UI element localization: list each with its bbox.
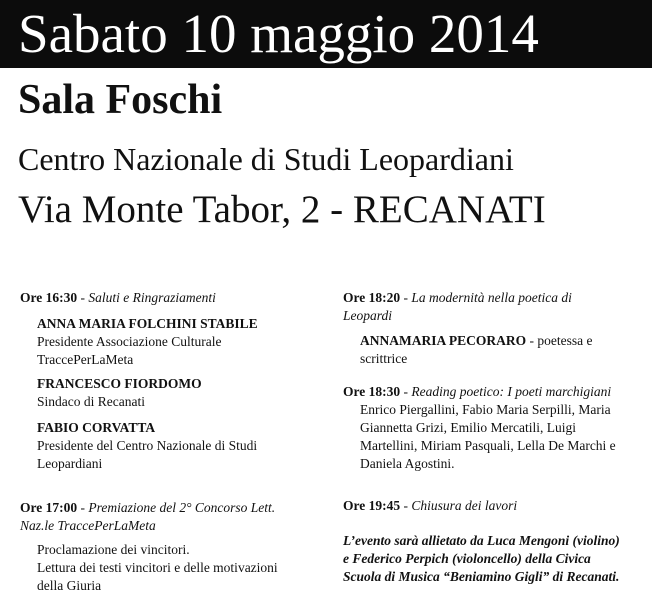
separator: -	[400, 384, 412, 399]
session-desc: Proclamazione dei vincitori.	[37, 542, 190, 557]
session-time: Ore 17:00	[20, 500, 78, 515]
session-time: Ore 18:30	[343, 384, 401, 399]
session-5-heading	[343, 497, 517, 515]
session-title-cont: Naz.le TraccePerLaMeta	[20, 518, 156, 533]
separator: -	[77, 290, 89, 305]
session-2-heading	[20, 499, 275, 517]
speaker-name: FRANCESCO FIORDOMO	[37, 376, 202, 391]
session-1-heading	[20, 289, 216, 307]
speaker-name: ANNA MARIA FOLCHINI STABILE	[37, 316, 258, 331]
separator: -	[526, 333, 538, 348]
session-title: La modernità nella poetica di	[411, 290, 572, 305]
speaker-role: poetessa e	[537, 333, 593, 348]
speaker-name: FABIO CORVATTA	[37, 420, 156, 435]
venue-title: Sala Foschi	[18, 77, 223, 123]
separator: -	[400, 290, 412, 305]
session-desc: Lettura dei testi vincitori e delle motivazioni	[37, 560, 278, 575]
session-time: Ore 16:30	[20, 290, 78, 305]
speaker-role: Sindaco di Recanati	[37, 394, 145, 409]
event-date: Sabato 10 maggio 2014	[18, 3, 539, 64]
speaker-line	[360, 332, 592, 350]
session-title: Reading poetico: I poeti marchigiani	[411, 384, 612, 399]
session-title: Premiazione del 2° Concorso Lett.	[88, 500, 276, 515]
poets-list: Daniela Agostini.	[360, 456, 455, 471]
music-note: Scuola di Musica “Beniamino Gigli” di Recanati.	[343, 569, 620, 584]
session-time: Ore 19:45	[343, 498, 401, 513]
poets-list: Enrico Piergallini, Fabio Maria Serpilli, Maria	[360, 402, 611, 417]
session-3-heading	[343, 289, 572, 307]
session-title: Chiusura dei lavori	[411, 498, 518, 513]
poets-list: Giannetta Grizi, Emilio Mercatili, Luigi	[360, 420, 576, 435]
session-title-cont: Leopardi	[343, 308, 393, 323]
poets-list: Martellini, Miriam Pasquali, Lella De Marchi e	[360, 438, 616, 453]
music-note: L’evento sarà allietato da Luca Mengoni (violino)	[343, 533, 620, 548]
separator: -	[400, 498, 412, 513]
session-4-heading	[343, 383, 611, 401]
speaker-role: Presidente Associazione Culturale	[37, 334, 222, 349]
speaker-name: ANNAMARIA PECORARO	[360, 333, 527, 348]
speaker-role: Leopardiani	[37, 456, 103, 471]
institution: Centro Nazionale di Studi Leopardiani	[18, 141, 514, 177]
session-desc: della Giuria	[37, 578, 102, 593]
session-title: Saluti e Ringraziamenti	[88, 290, 216, 305]
speaker-role: Presidente del Centro Nazionale di Studi	[37, 438, 258, 453]
speaker-role: TraccePerLaMeta	[37, 352, 134, 367]
header-bar	[0, 0, 652, 68]
session-time: Ore 18:20	[343, 290, 401, 305]
address: Via Monte Tabor, 2 - RECANATI	[18, 188, 546, 231]
separator: -	[77, 500, 89, 515]
speaker-role: scrittrice	[360, 351, 408, 366]
music-note: e Federico Perpich (violoncello) della Civica	[343, 551, 591, 566]
